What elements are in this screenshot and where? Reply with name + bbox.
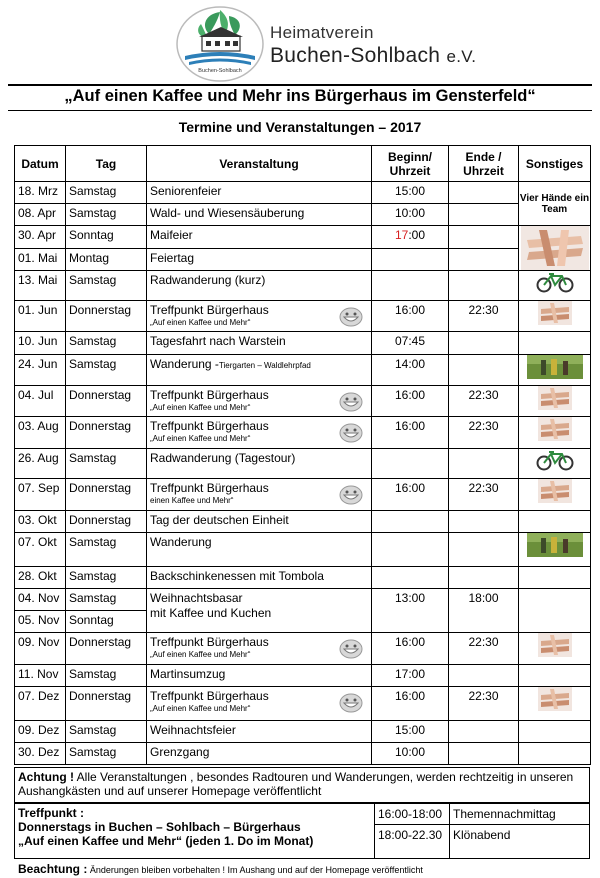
disclaimer: Beachtung : Änderungen bleiben vorbehalten ! Im Aushang und auf der Homepage veröffentlicht	[18, 862, 423, 876]
table-row: 30. Dez Samstag Grenzgang 10:00	[15, 743, 591, 765]
hands-icon	[538, 633, 572, 657]
notice-text: Alle Veranstaltungen , besondes Radtouren und Wanderungen, werden rechtzeitig in unseren Aushangkästen und auf unserer Homepage veröffentlicht	[18, 770, 574, 798]
table-header-row	[15, 146, 591, 182]
table-row: 04. Jul Donnerstag Treffpunkt Bürgerhaus „Auf einen Kaffee und Mehr“ 16:00 22:30	[15, 386, 591, 417]
table-row: 10. Jun Samstag Tagesfahrt nach Warstein 07:45	[15, 332, 591, 355]
smiley-icon	[339, 307, 363, 327]
hiking-photo-icon	[527, 533, 583, 557]
org-name-line2: Buchen-Sohlbach e.V.	[270, 44, 477, 67]
table-row: 18. Mrz Samstag Seniorenfeier 15:00 Vier Hände ein Team	[15, 182, 591, 204]
divider	[8, 84, 592, 86]
hands-icon	[538, 301, 572, 325]
table-row: 26. Aug Samstag Radwanderung (Tagestour)	[15, 449, 591, 479]
hands-icon	[538, 687, 572, 711]
col-header-tag: Tag	[66, 146, 147, 182]
hands-icon	[538, 417, 572, 441]
table-row: 01. Jun Donnerstag Treffpunkt Bürgerhaus „Auf einen Kaffee und Mehr“ 16:00 22:30	[15, 301, 591, 332]
col-header-sonstiges: Sonstiges	[519, 146, 591, 182]
org-name-line1: Heimatverein	[270, 23, 374, 42]
smiley-icon	[339, 392, 363, 412]
schedule-table	[14, 145, 591, 765]
table-row: 30. Apr Sonntag Maifeier 17:00	[15, 226, 591, 249]
table-row: 07. Okt Samstag Wanderung	[15, 533, 591, 567]
time-slot-2: 18:00-22.30	[378, 828, 443, 842]
col-header-beginn: Beginn/ Uhrzeit	[372, 146, 449, 182]
notice-box	[14, 767, 590, 803]
table-row: 24. Jun Samstag Wanderung -Tiergarten – Waldlehrpfad 14:00	[15, 355, 591, 386]
table-row: 05. Nov Sonntag	[15, 611, 591, 633]
smiley-icon	[339, 639, 363, 659]
col-header-veranstaltung: Veranstaltung	[147, 146, 372, 182]
highlighted-time: 17	[394, 228, 409, 242]
page-title: Termine und Veranstaltungen – 2017	[178, 119, 422, 135]
time-slot-1-label: Themennachmittag	[453, 807, 556, 821]
smiley-icon	[339, 423, 363, 443]
table-row: 13. Mai Samstag Radwanderung (kurz)	[15, 271, 591, 301]
logo-caption: Buchen-Sohlbach	[198, 68, 242, 74]
table-row: 11. Nov Samstag Martinsumzug 17:00	[15, 665, 591, 687]
table-row: 03. Aug Donnerstag Treffpunkt Bürgerhaus „Auf einen Kaffee und Mehr“ 16:00 22:30	[15, 417, 591, 449]
smiley-icon	[339, 485, 363, 505]
table-row: 07. Dez Donnerstag Treffpunkt Bürgerhaus „Auf einen Kaffee und Mehr“ 16:00 22:30	[15, 687, 591, 721]
table-row: 07. Sep Donnerstag Treffpunkt Bürgerhaus einen Kaffee und Mehr“ 16:00 22:30	[15, 479, 591, 511]
sonstiges-cell	[519, 226, 591, 271]
bicycle-icon	[535, 271, 575, 293]
table-row: 09. Nov Donnerstag Treffpunkt Bürgerhaus „Auf einen Kaffee und Mehr“ 16:00 22:30	[15, 633, 591, 665]
org-suffix: e.V.	[446, 47, 477, 66]
meeting-point-text: Treffpunkt : Donnerstags in Buchen – Sohlbach – Bürgerhaus „Auf einen Kaffee und Mehr“ (jeden 1. Do im Monat)	[18, 806, 314, 848]
col-header-ende: Ende / Uhrzeit	[449, 146, 519, 182]
team-note-cell	[519, 182, 591, 226]
team-hands-icon	[521, 226, 589, 270]
bicycle-icon	[535, 449, 575, 471]
table-row: 03. Okt Donnerstag Tag der deutschen Einheit	[15, 511, 591, 533]
col-header-datum: Datum	[15, 146, 66, 182]
table-row: 04. Nov Samstag Weihnachtsbasar mit Kaffee und Kuchen 13:00 18:00	[15, 589, 591, 611]
club-logo	[175, 4, 265, 84]
hands-icon	[538, 479, 572, 503]
team-note: Vier Hände ein Team	[519, 193, 590, 215]
table-row: 01. Mai Montag Feiertag	[15, 248, 591, 271]
notice-label: Achtung !	[18, 770, 74, 784]
hands-icon	[538, 386, 572, 410]
meeting-point-box	[14, 803, 590, 859]
time-slot-1: 16:00-18:00	[378, 807, 443, 821]
time-slot-2-label: Klönabend	[453, 828, 511, 842]
table-row: 09. Dez Samstag Weihnachtsfeier 15:00	[15, 721, 591, 743]
slogan: „Auf einen Kaffee und Mehr ins Bürgerhaus im Gensterfeld“	[64, 87, 536, 105]
smiley-icon	[339, 693, 363, 713]
table-row: 28. Okt Samstag Backschinkenessen mit Tombola	[15, 567, 591, 589]
table-row: 08. Apr Samstag Wald- und Wiesensäuberung 10:00	[15, 204, 591, 226]
hiking-photo-icon	[527, 355, 583, 379]
divider	[8, 110, 592, 111]
